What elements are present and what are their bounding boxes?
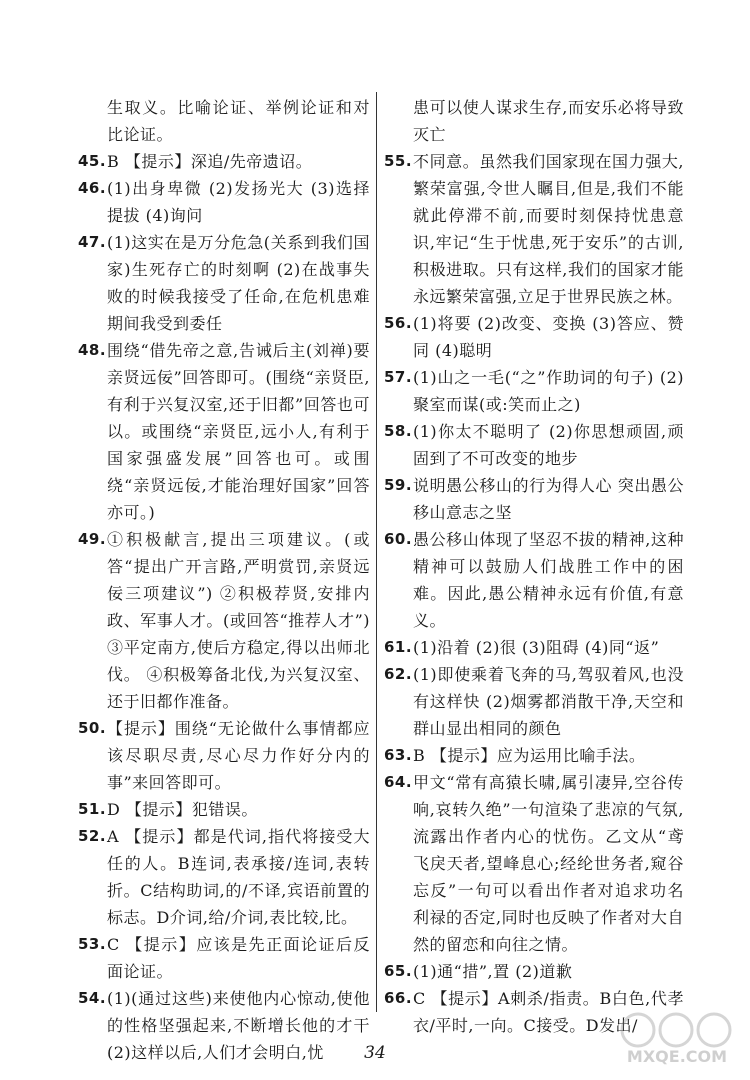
answer-entry [78,94,370,148]
question-number: 61. [384,638,413,656]
answer-text: 生取义。比喻论证、举例论证和对比论证。 [107,98,370,144]
question-number: 64. [384,773,413,791]
answer-entry [384,472,684,526]
answer-text: C 【提示】A刺杀/指责。B白色,代孝衣/平时,一向。C接受。D发出/ [413,989,684,1035]
answer-text: 【提示】围绕“无论做什么事情都应该尽职尽责,尽心尽力作好分内的事”来回答即可。 [107,719,370,792]
answer-entry [384,526,684,634]
answer-text: (1)出身卑微 (2)发扬光大 (3)选择提拔 (4)询问 [107,179,370,225]
answer-entry [384,769,684,958]
question-number: 47. [78,233,107,251]
question-number: 57. [384,368,413,386]
answer-text: B 【提示】深追/先帝遗诏。 [107,152,313,171]
watermark-icon [618,1010,736,1050]
question-number: 56. [384,314,413,332]
answer-entry [78,148,370,175]
answer-text: (1)(通过这些)来使他内心惊动,使他的性格坚强起来,不断增长他的才干 (2)这样以后,人们才会明白,忧 [107,989,370,1062]
column-divider [376,92,377,1012]
answer-text: (1)山之一毛(“之”作助词的句子) (2)聚室而谋(或:笑而止之) [413,368,684,414]
question-number: 59. [384,476,413,494]
answer-entry [78,175,370,229]
watermark-logo [618,1010,736,1070]
answer-text: 不同意。虽然我们国家现在国力强大,繁荣富强,令世人瞩目,但是,我们不能就此停滞不前,而要时刻保持忧患意识,牢记“生于忧患,死于安乐”的古训,积极进取。只有这样,我们的国家才能永远繁荣富强,立足于世界民族之林。 [413,152,684,306]
question-number: 45. [78,152,107,170]
answer-entry [384,364,684,418]
answer-text: (1)这实在是万分危急(关系到我们国家)生死存亡的时刻啊 (2)在战事失败的时候我接受了任命,在危机患难期间我受到委任 [107,233,370,333]
answer-text: ①积极献言,提出三项建议。(或答“提出广开言路,严明赏罚,亲贤远佞三项建议”) ②积极荐贤,安排内政、军事人才。(或回答“推荐人才”) ③平定南方,使后方稳定,得以出师北伐。 ④积极筹备北伐,为兴复汉室、还于旧都作准备。 [107,530,370,711]
answer-text: 愚公移山体现了坚忍不拔的精神,这种精神可以鼓励人们战胜工作中的困难。因此,愚公精神永远有价值,有意义。 [413,530,684,630]
question-number: 46. [78,179,107,197]
question-number: 60. [384,530,413,548]
answer-entry [78,526,370,715]
answer-entry [78,796,370,823]
answer-entry [384,634,684,661]
answer-entry [78,931,370,985]
answer-entry [384,148,684,310]
answer-entry [384,94,684,148]
question-number: 55. [384,152,413,170]
answer-entry [78,337,370,526]
answer-text: (1)将要 (2)改变、变换 (3)答应、赞同 (4)聪明 [413,314,684,360]
answer-entry [78,823,370,931]
question-number: 49. [78,530,107,548]
watermark-text: MXQE.COM [626,1047,728,1066]
question-number: 63. [384,746,413,764]
question-number: 66. [384,989,413,1007]
question-number: 51. [78,800,107,818]
answer-text: 甲文“常有高猿长啸,属引凄异,空谷传响,哀转久绝”一句渲染了悲凉的气氛,流露出作者内心的忧伤。乙文从“鸢飞戾天者,望峰息心;经纶世务者,窥谷忘反”一句可以看出作者对追求功名利禄的否定,同时也反映了作者对大自然的留恋和向往之情。 [413,773,684,954]
answer-entry [384,661,684,742]
question-number: 53. [78,935,107,953]
right-column [384,94,684,1035]
question-number: 48. [78,341,107,359]
answer-text: 说明愚公移山的行为得人心 突出愚公移山意志之坚 [413,476,684,522]
answer-text: (1)你太不聪明了 (2)你思想顽固,顽固到了不可改变的地步 [413,422,684,468]
answer-entry [384,310,684,364]
page-number: 34 [364,1043,386,1063]
answer-entry [78,229,370,337]
answer-text: (1)即使乘着飞奔的马,驾驭着风,也没有这样快 (2)烟雾都消散干净,天空和群山显出相同的颜色 [413,665,684,738]
answer-text: (1)通“措”,置 (2)道歉 [413,962,573,981]
question-number: 65. [384,962,413,980]
left-column [78,94,370,1062]
answer-text: C 【提示】应该是先正面论证后反面论证。 [107,935,370,981]
question-number: 62. [384,665,413,683]
answer-entry [384,958,684,985]
answer-entry [384,742,684,769]
answer-text: 围绕“借先帝之意,告诫后主(刘禅)要亲贤远佞”回答即可。(围绕“亲贤臣,有利于兴复汉室,还于旧都”回答也可以。或围绕“亲贤臣,远小人,有利于国家强盛发展”回答也可。或围绕“亲贤远佞,才能治理好国家”回答亦可。) [107,341,370,522]
answer-text: B 【提示】应为运用比喻手法。 [413,746,646,765]
question-number: 58. [384,422,413,440]
question-number: 54. [78,989,107,1007]
answer-text: A 【提示】都是代词,指代将接受大任的人。B连词,表承接/连词,表转折。C结构助词,的/不译,宾语前置的标志。D介词,给/介词,表比较,比。 [107,827,370,927]
answer-text: (1)沿着 (2)很 (3)阻碍 (4)同“返” [413,638,660,657]
question-number: 50. [78,719,107,737]
question-number: 52. [78,827,107,845]
answer-entry [384,418,684,472]
answer-text: D 【提示】犯错误。 [107,800,258,819]
answer-text: 患可以使人谋求生存,而安乐必将导致灭亡 [413,98,684,144]
answer-entry [78,715,370,796]
